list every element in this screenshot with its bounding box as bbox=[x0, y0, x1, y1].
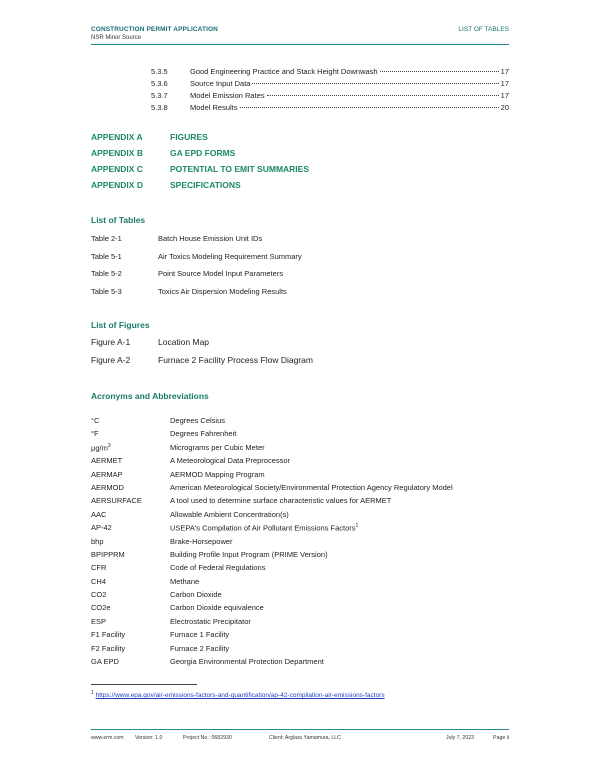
acronym-row bbox=[91, 617, 453, 630]
footer-date: July 7, 2023 bbox=[446, 735, 474, 741]
appendix-label: APPENDIX C bbox=[91, 164, 143, 174]
toc-num: 5.3.5 bbox=[151, 67, 168, 76]
acronym-row bbox=[91, 603, 453, 616]
footnote-divider bbox=[91, 684, 197, 685]
toc-num: 5.3.6 bbox=[151, 79, 168, 88]
acronym-definition: American Meteorological Society/Environmental Protection Agency Regulatory Model bbox=[170, 482, 453, 492]
acronym-term: °C bbox=[91, 416, 100, 425]
appendix-title: POTENTIAL TO EMIT SUMMARIES bbox=[170, 164, 309, 174]
figure-title: Location Map bbox=[158, 337, 210, 347]
toc-leader bbox=[380, 71, 499, 72]
acronym-definition: Code of Federal Regulations bbox=[170, 563, 266, 573]
acronym-term: CO2 bbox=[91, 590, 107, 600]
acronym-row bbox=[91, 644, 453, 657]
acronym-row bbox=[91, 470, 453, 483]
figure-number: Figure A-1 bbox=[91, 337, 131, 347]
acronym-term-base: μg/m bbox=[91, 443, 108, 453]
acronym-term: ESP bbox=[91, 616, 107, 626]
acronym-definition: Degrees Fahrenheit bbox=[170, 429, 237, 439]
acronym-term: AERMOD bbox=[91, 482, 124, 492]
toc-title: Good Engineering Practice and Stack Height Downwash bbox=[190, 67, 378, 76]
acronym-row bbox=[91, 630, 453, 643]
appendix-title: SPECIFICATIONS bbox=[170, 180, 241, 190]
acronym-term-superscript: 3 bbox=[107, 442, 111, 449]
acronym-row bbox=[91, 496, 453, 509]
appendix-label: APPENDIX A bbox=[91, 132, 143, 142]
acronym-term: F2 Facility bbox=[91, 643, 126, 653]
acronym-term bbox=[91, 443, 170, 456]
acronym-definition: Furnace 1 Facility bbox=[170, 630, 230, 640]
appendix-list bbox=[91, 132, 309, 196]
acronym-definition: Micrograms per Cubic Meter bbox=[170, 442, 265, 452]
acronym-row bbox=[91, 590, 453, 603]
acronym-term: CFR bbox=[91, 563, 107, 573]
page-header bbox=[91, 26, 509, 45]
acronym-term: CO2e bbox=[91, 603, 111, 613]
table-entry[interactable] bbox=[91, 269, 302, 287]
acronym-definition-text: USEPA's Compilation of Air Pollutant Emissions Factors bbox=[170, 523, 356, 533]
table-entry[interactable] bbox=[91, 287, 302, 305]
acronym-term: AAC bbox=[91, 509, 107, 519]
appendix-title: FIGURES bbox=[170, 132, 208, 142]
footnote-marker: 1 bbox=[91, 690, 94, 696]
figure-entry[interactable] bbox=[91, 337, 313, 355]
table-number: Table 2-1 bbox=[91, 234, 122, 243]
acronym-row bbox=[91, 537, 453, 550]
acronym-term: BPIPPRM bbox=[91, 549, 125, 559]
footer-client: Client: Arglass Yamamura, LLC bbox=[269, 735, 341, 741]
figure-title: Furnace 2 Facility Process Flow Diagram bbox=[158, 355, 313, 365]
figures-heading: List of Figures bbox=[91, 320, 150, 330]
acronym-definition: A Meteorological Data Preprocessor bbox=[170, 456, 291, 466]
figures-list bbox=[91, 337, 313, 373]
acronym-definition: Carbon Dioxide equivalence bbox=[170, 603, 264, 613]
acronyms-heading: Acronyms and Abbreviations bbox=[91, 391, 209, 401]
table-number: Table 5-3 bbox=[91, 286, 122, 296]
toc-row[interactable] bbox=[151, 67, 509, 79]
acronym-row bbox=[91, 510, 453, 523]
appendix-row[interactable] bbox=[91, 132, 309, 148]
footnote bbox=[91, 690, 385, 699]
footnote-link[interactable]: https://www.epa.gov/air-emissions-factors-and-quantification/ap-42-compilation-air-emissions-factors bbox=[95, 692, 385, 700]
tables-list bbox=[91, 234, 302, 304]
acronym-definition bbox=[170, 523, 358, 536]
acronym-term: AP-42 bbox=[91, 523, 112, 533]
acronym-definition: Carbon Dioxide bbox=[170, 590, 222, 600]
acronym-term: bhp bbox=[91, 536, 104, 546]
table-number: Table 5-1 bbox=[91, 251, 122, 261]
toc-title: Model Results bbox=[190, 103, 238, 112]
figure-number: Figure A-2 bbox=[91, 355, 131, 365]
acronym-definition: Methane bbox=[170, 576, 200, 586]
acronym-definition: Electrostatic Precipitator bbox=[170, 616, 251, 626]
acronym-definition: Building Profile Input Program (PRIME Version) bbox=[170, 549, 328, 559]
toc-title: Model Emission Rates bbox=[190, 91, 265, 100]
footer-project: Project No.: 0682930 bbox=[183, 735, 232, 741]
acronym-row bbox=[91, 443, 453, 456]
acronym-row bbox=[91, 456, 453, 469]
acronym-definition: Furnace 2 Facility bbox=[170, 643, 230, 653]
acronym-definition: A tool used to determine surface characteristic values for AERMET bbox=[170, 496, 392, 506]
acronym-row bbox=[91, 523, 453, 536]
footer-page: Page ii bbox=[493, 735, 509, 741]
table-title: Toxics Air Dispersion Modeling Results bbox=[158, 286, 287, 296]
appendix-title: GA EPD FORMS bbox=[170, 148, 236, 158]
acronym-term: AERMET bbox=[91, 456, 123, 466]
toc-leader bbox=[240, 107, 499, 108]
table-title: Air Toxics Modeling Requirement Summary bbox=[158, 251, 302, 261]
acronym-term: AERMAP bbox=[91, 469, 123, 479]
acronym-term: °F bbox=[91, 429, 99, 439]
toc-row[interactable] bbox=[151, 79, 509, 91]
page-footer bbox=[91, 729, 509, 744]
acronym-row bbox=[91, 577, 453, 590]
acronym-definition: Allowable Ambient Concentration(s) bbox=[170, 509, 289, 519]
appendix-label: APPENDIX B bbox=[91, 148, 143, 158]
table-title: Point Source Model Input Parameters bbox=[158, 269, 284, 278]
toc-page: 17 bbox=[500, 91, 509, 100]
toc-list bbox=[151, 67, 509, 115]
acronyms-list bbox=[91, 416, 453, 670]
acronym-row bbox=[91, 429, 453, 442]
appendix-row[interactable] bbox=[91, 180, 309, 196]
acronym-row bbox=[91, 416, 453, 429]
footnote-ref[interactable]: 1 bbox=[355, 523, 359, 530]
acronym-term: GA EPD bbox=[91, 657, 119, 667]
toc-row[interactable] bbox=[151, 91, 509, 103]
acronym-term: CH4 bbox=[91, 576, 107, 586]
footer-version: Version: 1.0 bbox=[135, 735, 163, 741]
table-entry[interactable] bbox=[91, 252, 302, 270]
acronym-row bbox=[91, 550, 453, 563]
toc-leader bbox=[267, 95, 499, 96]
toc-page: 17 bbox=[500, 67, 509, 76]
table-entry[interactable] bbox=[91, 234, 302, 252]
acronym-row bbox=[91, 563, 453, 576]
acronym-term: AERSURFACE bbox=[91, 496, 142, 506]
acronym-definition: Degrees Celsius bbox=[170, 416, 226, 425]
toc-leader bbox=[252, 83, 498, 84]
toc-page: 20 bbox=[500, 103, 509, 112]
acronym-row bbox=[91, 483, 453, 496]
table-title: Batch House Emission Unit IDs bbox=[158, 234, 263, 243]
acronym-row bbox=[91, 657, 453, 670]
acronym-definition: AERMOD Mapping Program bbox=[170, 469, 265, 479]
acronym-definition: Georgia Environmental Protection Department bbox=[170, 657, 324, 667]
header-title: CONSTRUCTION PERMIT APPLICATION bbox=[91, 26, 218, 33]
appendix-label: APPENDIX D bbox=[91, 180, 143, 190]
header-section: LIST OF TABLES bbox=[458, 26, 509, 33]
toc-row[interactable] bbox=[151, 103, 509, 115]
toc-num: 5.3.8 bbox=[151, 103, 168, 112]
appendix-row[interactable] bbox=[91, 164, 309, 180]
appendix-row[interactable] bbox=[91, 148, 309, 164]
table-number: Table 5-2 bbox=[91, 269, 122, 278]
header-subtitle: NSR Minor Source bbox=[91, 35, 142, 41]
figure-entry[interactable] bbox=[91, 355, 313, 373]
acronym-definition: Brake-Horsepower bbox=[170, 536, 233, 546]
footer-website[interactable]: www.erm.com bbox=[91, 735, 124, 741]
acronym-term: F1 Facility bbox=[91, 630, 126, 640]
toc-num: 5.3.7 bbox=[151, 91, 168, 100]
tables-heading: List of Tables bbox=[91, 215, 146, 225]
toc-page: 17 bbox=[500, 79, 509, 88]
toc-title: Source Input Data bbox=[190, 79, 251, 88]
